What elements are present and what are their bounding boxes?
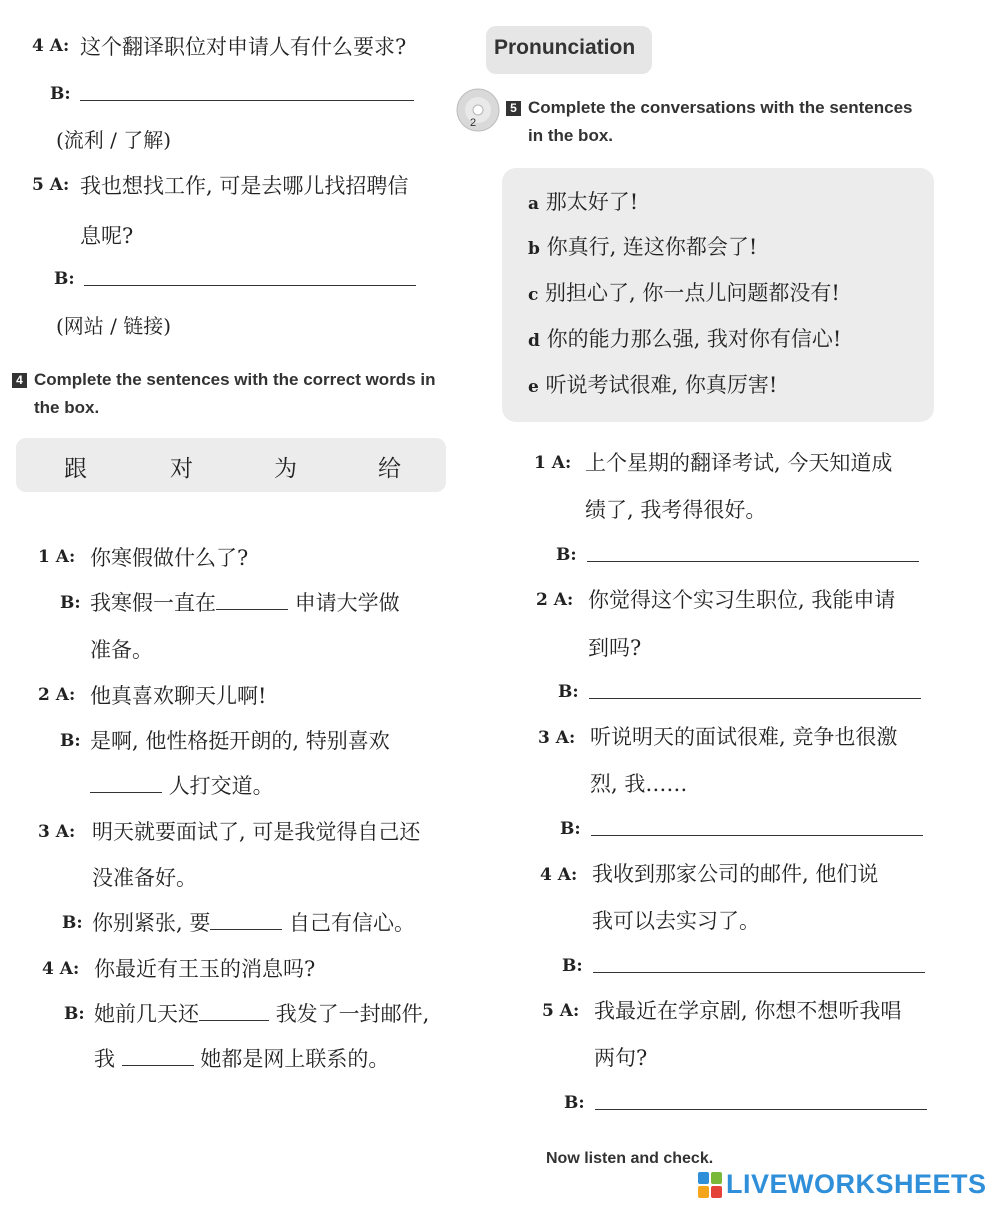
item-number: 3 A: [38, 822, 76, 842]
answer-sentence-cont: 准备。 [90, 638, 153, 662]
item-number: 2 A: [38, 685, 76, 705]
question-text-cont: 息呢? [80, 224, 134, 248]
option-item: a 那太好了! [528, 190, 639, 214]
question-text: 你最近有王玉的消息吗? [94, 957, 316, 981]
answer-sentence: 是啊, 他性格挺开朗的, 特别喜欢 [90, 729, 390, 753]
liveworksheets-watermark: LIVEWORKSHEETS [726, 1169, 987, 1199]
word-box-item: 对 [170, 456, 193, 482]
hint-text: (流利 / 了解) [56, 128, 172, 152]
item-number: 3 A: [538, 728, 576, 748]
exercise-4-instruction: 4 Complete the sentences with the correct words in the box. [12, 366, 452, 422]
exercise-5-instruction: 5 Complete the conversations with the sentences in the box. [506, 94, 946, 150]
speaker-b-label: B: [562, 956, 583, 976]
fill-blank[interactable] [199, 1002, 269, 1021]
question-text-cont: 到吗? [588, 636, 642, 660]
answer-sentence: 她前几天还 我发了一封邮件, [94, 1002, 430, 1026]
question-text: 我收到那家公司的邮件, 他们说 [592, 862, 879, 886]
answer-sentence-cont: 我 她都是网上联系的。 [94, 1047, 390, 1071]
speaker-b-label: B: [564, 1093, 585, 1113]
item-number: 5 A: [32, 175, 70, 195]
question-text-cont: 没准备好。 [92, 866, 197, 890]
item-number: 1 A: [38, 547, 76, 567]
question-text: 我最近在学京剧, 你想不想听我唱 [594, 999, 902, 1023]
question-text-cont: 烈, 我…… [590, 772, 688, 796]
answer-sentence: 我寒假一直在 申请大学做 [90, 591, 400, 615]
question-text-cont: 两句? [594, 1046, 648, 1070]
answer-line[interactable] [595, 1109, 927, 1110]
answer-line[interactable] [591, 835, 923, 836]
question-text-cont: 绩了, 我考得很好。 [585, 498, 767, 522]
fill-blank[interactable] [210, 911, 282, 930]
question-text: 明天就要面试了, 可是我觉得自己还 [92, 820, 421, 844]
item-number: 2 A: [536, 590, 574, 610]
question-text-cont: 我可以去实习了。 [592, 909, 760, 933]
option-item: c 别担心了, 你一点儿问题都没有! [528, 281, 840, 305]
question-text: 我也想找工作, 可是去哪儿找招聘信 [80, 174, 409, 198]
answer-line[interactable] [593, 972, 925, 973]
item-number: 5 A: [542, 1001, 580, 1021]
answer-line[interactable] [84, 285, 416, 286]
option-item: e 听说考试很难, 你真厉害! [528, 373, 778, 397]
item-number: 4 A: [540, 865, 578, 885]
question-text: 上个星期的翻译考试, 今天知道成 [585, 451, 893, 475]
cd-track-number: 2 [470, 117, 477, 129]
option-item: b 你真行, 连这你都会了! [528, 235, 758, 259]
speaker-b-label: B: [560, 819, 581, 839]
fill-blank[interactable] [216, 591, 288, 610]
answer-sentence-cont: 人打交道。 [90, 770, 274, 800]
speaker-b-label: B: [64, 1004, 85, 1024]
speaker-b-label: B: [54, 269, 75, 289]
exercise-number-badge: 5 [506, 101, 521, 116]
answer-sentence: 你别紧张, 要 自己有信心。 [92, 911, 416, 935]
answer-line[interactable] [589, 698, 921, 699]
audio-cd-icon[interactable] [456, 88, 500, 132]
fill-blank[interactable] [122, 1047, 194, 1066]
question-text: 他真喜欢聊天儿啊! [90, 684, 267, 708]
fill-blank[interactable] [90, 774, 162, 793]
listen-instruction: Now listen and check. [546, 1150, 714, 1167]
word-box-item: 跟 [64, 456, 87, 482]
option-item: d 你的能力那么强, 我对你有信心! [528, 327, 842, 351]
item-number: 4 A: [42, 959, 80, 979]
answer-line[interactable] [80, 100, 414, 101]
question-text: 你觉得这个实习生职位, 我能申请 [588, 588, 896, 612]
item-number: 4 A: [32, 36, 70, 56]
section-title: Pronunciation [494, 36, 636, 59]
question-text: 你寒假做什么了? [90, 546, 249, 570]
speaker-b-label: B: [60, 593, 81, 613]
speaker-b-label: B: [558, 682, 579, 702]
question-text: 这个翻译职位对申请人有什么要求? [80, 35, 407, 59]
question-text: 听说明天的面试很难, 竞争也很激 [590, 725, 898, 749]
speaker-b-label: B: [60, 731, 81, 751]
speaker-b-label: B: [50, 84, 71, 104]
item-number: 1 A: [534, 453, 572, 473]
liveworksheets-logo-icon [698, 1172, 722, 1198]
speaker-b-label: B: [556, 545, 577, 565]
word-box-item: 给 [378, 456, 401, 482]
hint-text: (网站 / 链接) [56, 314, 172, 338]
speaker-b-label: B: [62, 913, 83, 933]
exercise-number-badge: 4 [12, 373, 27, 388]
word-box-item: 为 [274, 456, 297, 482]
answer-line[interactable] [587, 561, 919, 562]
